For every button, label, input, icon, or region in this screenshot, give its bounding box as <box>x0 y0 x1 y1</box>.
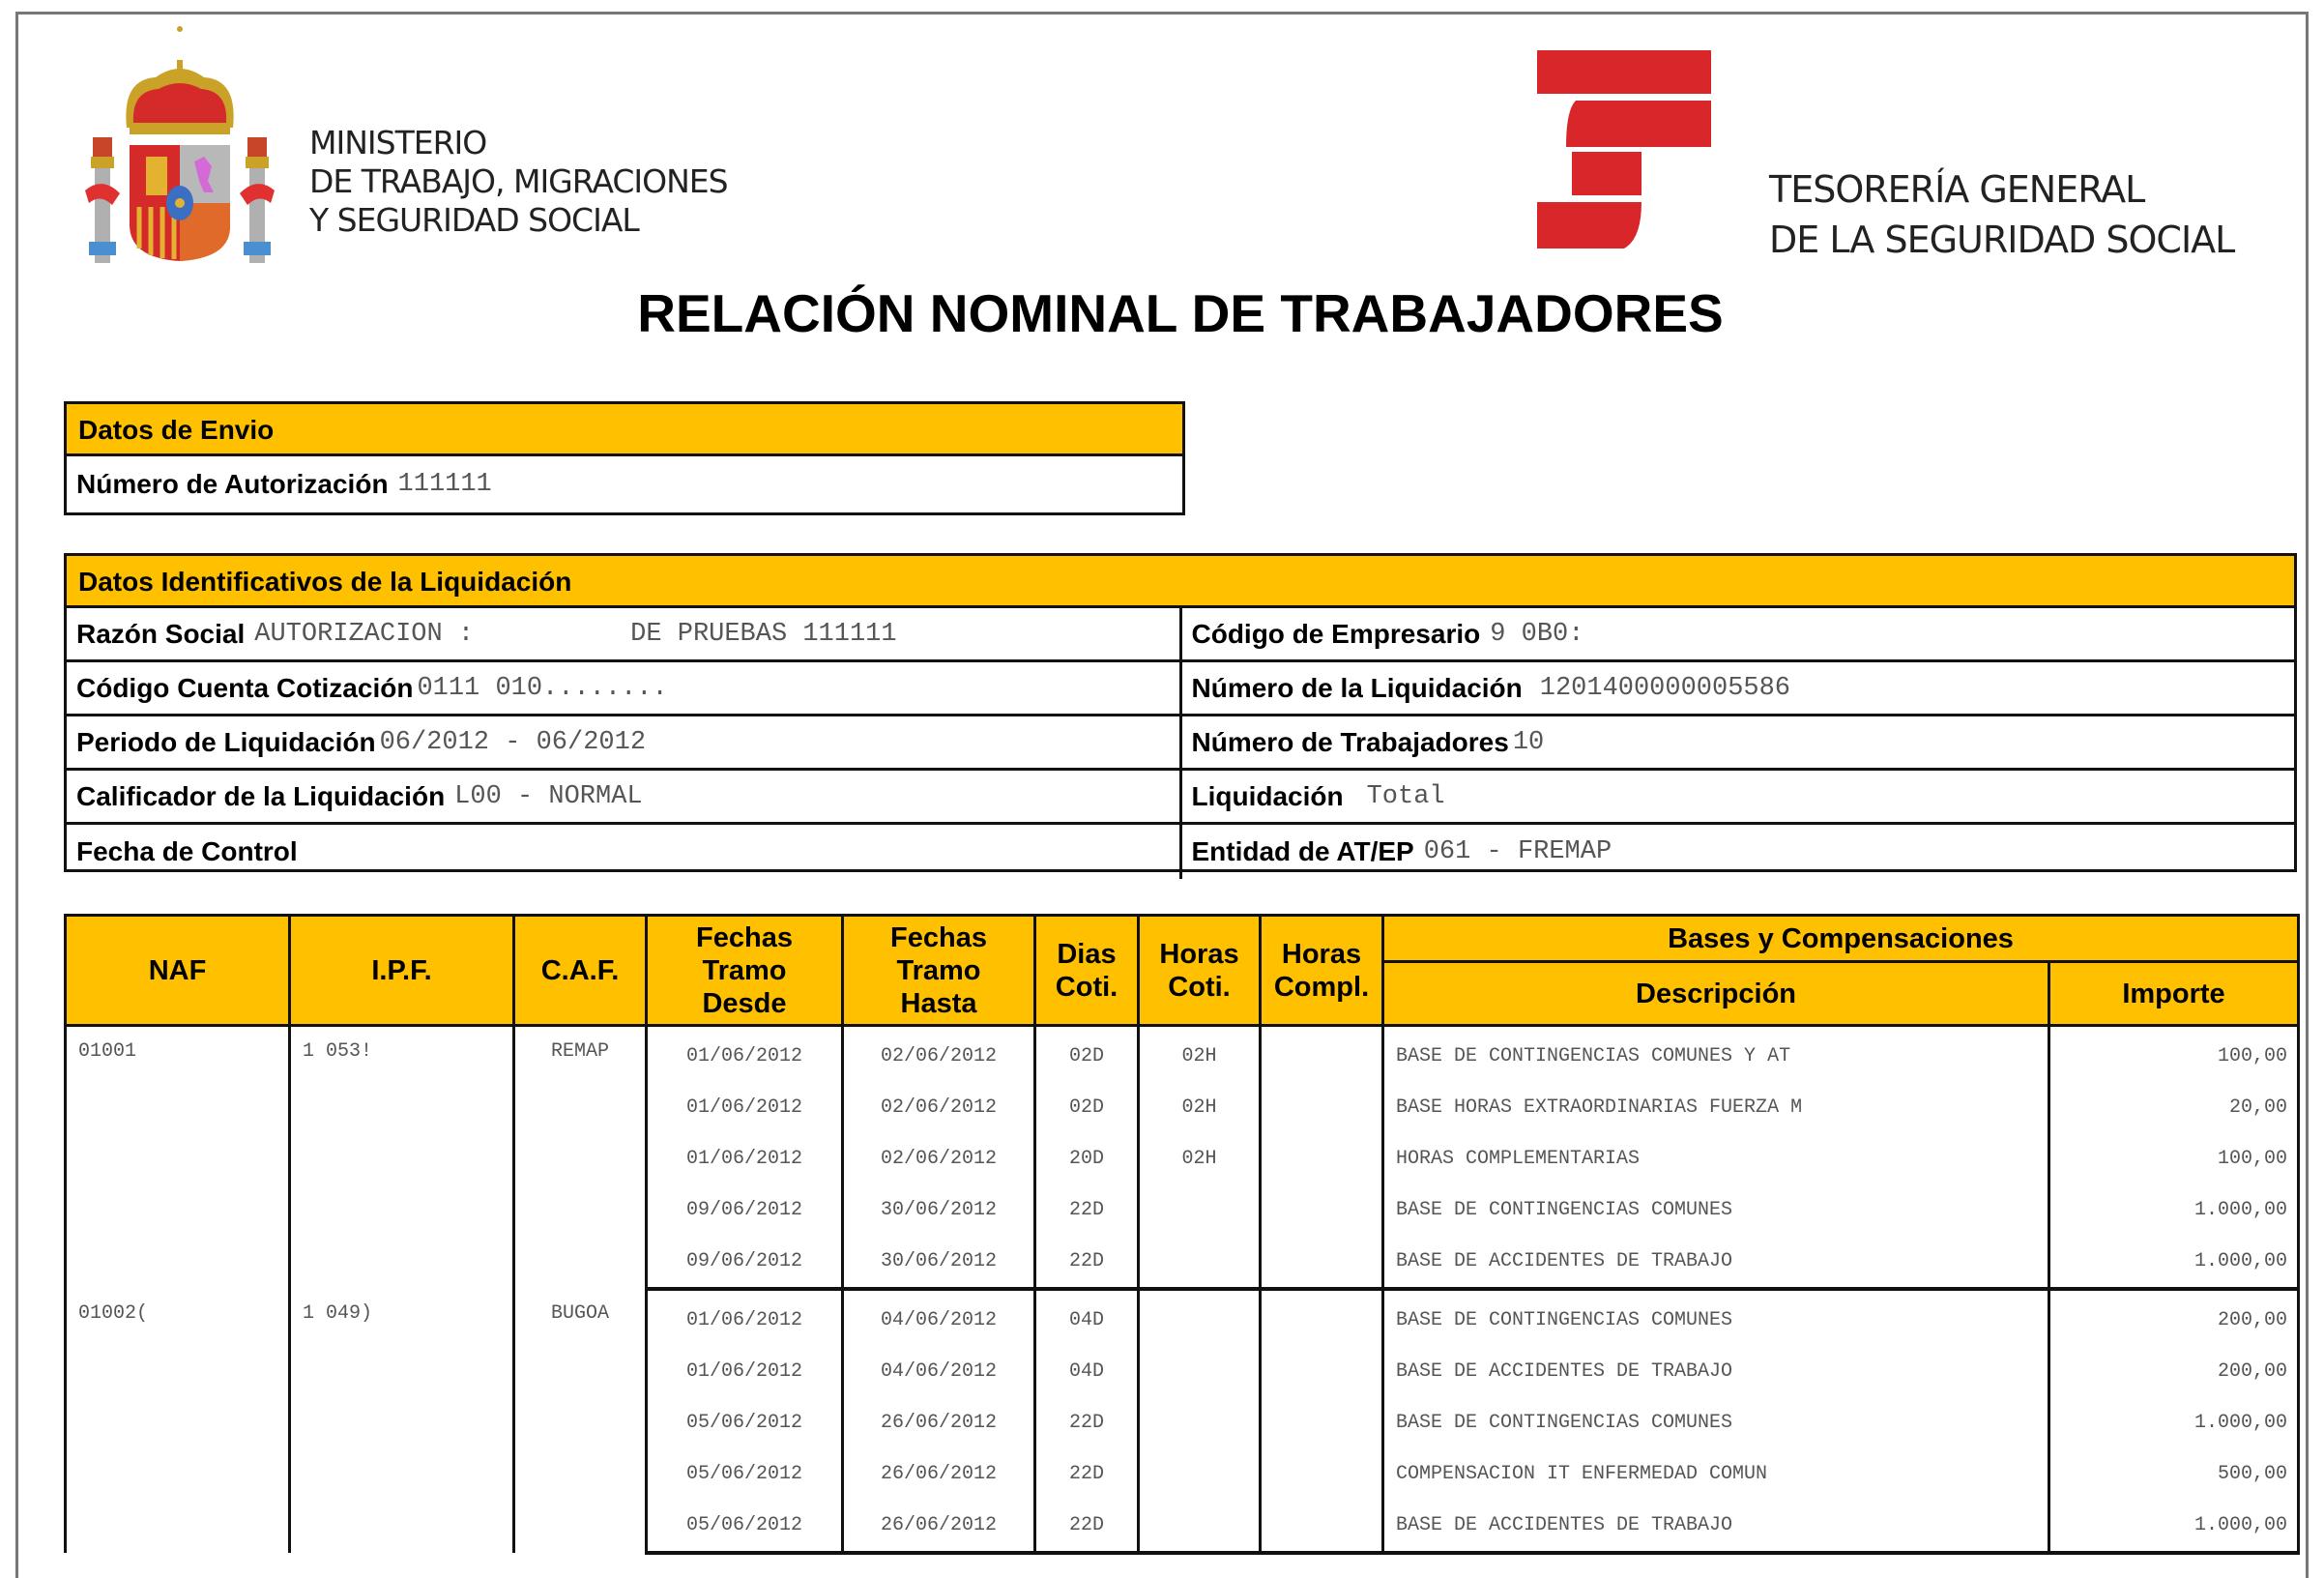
periodo-label: Periodo de Liquidación <box>76 726 376 757</box>
col-descripcion: Descripción <box>1383 962 2049 1026</box>
col-desde: Fechas Tramo Desde <box>647 916 843 1026</box>
numero-trabajadores-value: 10 <box>1512 727 1545 757</box>
numero-liquidacion-label: Número de la Liquidación <box>1191 672 1523 703</box>
razon-social-value: AUTORIZACION : DE PRUEBAS 111111 <box>254 619 897 649</box>
hasta-cell: 26/06/2012 <box>843 1500 1035 1553</box>
compl-cell <box>1261 1289 1383 1346</box>
naf-cell: 01002( <box>66 1289 290 1553</box>
liquidacion-section <box>64 553 2297 872</box>
desde-cell: 01/06/2012 <box>647 1026 843 1083</box>
tgss-line: TESORERÍA GENERAL <box>1769 168 2145 211</box>
caf-cell: BUGOA <box>514 1289 647 1553</box>
naf-cell: 01001 <box>66 1026 290 1290</box>
hasta-cell: 30/06/2012 <box>843 1184 1035 1236</box>
col-bases: Bases y Compensaciones <box>1383 916 2299 962</box>
ministry-name <box>309 124 728 240</box>
dias-cell: 02D <box>1035 1026 1139 1083</box>
descripcion-cell: COMPENSACION IT ENFERMEDAD COMUN <box>1383 1448 2049 1500</box>
compl-cell <box>1261 1184 1383 1236</box>
hasta-cell: 02/06/2012 <box>843 1026 1035 1083</box>
importe-cell: 100,00 <box>2049 1133 2299 1184</box>
compl-cell <box>1261 1236 1383 1289</box>
autorizacion-value: 111111 <box>397 470 492 499</box>
hasta-cell: 04/06/2012 <box>843 1289 1035 1346</box>
compl-cell <box>1261 1082 1383 1133</box>
dias-cell: 22D <box>1035 1236 1139 1289</box>
liquidacion-tipo-label: Liquidación <box>1191 780 1344 811</box>
desde-cell: 01/06/2012 <box>647 1133 843 1184</box>
importe-cell: 1.000,00 <box>2049 1397 2299 1448</box>
numero-trabajadores-label: Número de Trabajadores <box>1191 726 1509 757</box>
compl-cell <box>1261 1133 1383 1184</box>
importe-cell: 500,00 <box>2049 1448 2299 1500</box>
table-row <box>66 1289 2299 1346</box>
col-ipf: I.P.F. <box>290 916 514 1026</box>
col-hasta: Fechas Tramo Hasta <box>843 916 1035 1026</box>
ipf-cell: 1 049) <box>290 1289 514 1553</box>
tgss-logo-icon <box>1537 50 1711 248</box>
horas-cell <box>1139 1289 1261 1346</box>
col-compl: Horas Compl. <box>1261 916 1383 1026</box>
codigo-empresario-value: 9 0B0: <box>1490 619 1584 649</box>
ccc-label: Código Cuenta Cotización <box>76 672 414 703</box>
calificador-label: Calificador de la Liquidación <box>76 780 446 811</box>
compl-cell <box>1261 1500 1383 1553</box>
compl-cell <box>1261 1397 1383 1448</box>
liquidacion-header: Datos Identificativos de la Liquidación <box>67 556 2294 608</box>
dias-cell: 22D <box>1035 1500 1139 1553</box>
descripcion-cell: HORAS COMPLEMENTARIAS <box>1383 1133 2049 1184</box>
descripcion-cell: BASE DE CONTINGENCIAS COMUNES <box>1383 1397 2049 1448</box>
numero-liquidacion-value: 1201400000005586 <box>1539 673 1791 703</box>
horas-cell <box>1139 1500 1261 1553</box>
tgss-name <box>1769 164 2234 265</box>
horas-cell: 02H <box>1139 1133 1261 1184</box>
ministry-line: MINISTERIO <box>309 124 487 161</box>
codigo-empresario-label: Código de Empresario <box>1191 618 1481 649</box>
desde-cell: 09/06/2012 <box>647 1236 843 1289</box>
descripcion-cell: BASE DE ACCIDENTES DE TRABAJO <box>1383 1346 2049 1397</box>
horas-cell <box>1139 1397 1261 1448</box>
dias-cell: 22D <box>1035 1184 1139 1236</box>
descripcion-cell: BASE DE ACCIDENTES DE TRABAJO <box>1383 1500 2049 1553</box>
compl-cell <box>1261 1346 1383 1397</box>
importe-cell: 100,00 <box>2049 1026 2299 1083</box>
descripcion-cell: BASE DE CONTINGENCIAS COMUNES <box>1383 1184 2049 1236</box>
razon-social-label: Razón Social <box>76 618 246 649</box>
descripcion-cell: BASE HORAS EXTRAORDINARIAS FUERZA M <box>1383 1082 2049 1133</box>
desde-cell: 09/06/2012 <box>647 1184 843 1236</box>
calificador-value: L00 - NORMAL <box>454 781 643 811</box>
desde-cell: 05/06/2012 <box>647 1448 843 1500</box>
liquidacion-tipo-value: Total <box>1366 781 1445 811</box>
hasta-cell: 30/06/2012 <box>843 1236 1035 1289</box>
horas-cell <box>1139 1236 1261 1289</box>
hasta-cell: 02/06/2012 <box>843 1082 1035 1133</box>
dias-cell: 02D <box>1035 1082 1139 1133</box>
importe-cell: 20,00 <box>2049 1082 2299 1133</box>
tgss-line: DE LA SEGURIDAD SOCIAL <box>1769 219 2235 261</box>
dias-cell: 04D <box>1035 1289 1139 1346</box>
ministry-line: DE TRABAJO, MIGRACIONES <box>309 162 728 200</box>
page-title: RELACIÓN NOMINAL DE TRABAJADORES <box>637 283 1724 343</box>
dias-cell: 04D <box>1035 1346 1139 1397</box>
col-naf: NAF <box>66 916 290 1026</box>
compl-cell <box>1261 1448 1383 1500</box>
ministry-line: Y SEGURIDAD SOCIAL <box>309 201 639 239</box>
desde-cell: 05/06/2012 <box>647 1500 843 1553</box>
desde-cell: 01/06/2012 <box>647 1082 843 1133</box>
caf-cell: REMAP <box>514 1026 647 1290</box>
periodo-value: 06/2012 - 06/2012 <box>379 727 647 757</box>
importe-cell: 1.000,00 <box>2049 1500 2299 1553</box>
entidad-atep-label: Entidad de AT/EP <box>1191 836 1414 866</box>
horas-cell <box>1139 1448 1261 1500</box>
hasta-cell: 04/06/2012 <box>843 1346 1035 1397</box>
compl-cell <box>1261 1026 1383 1083</box>
hasta-cell: 02/06/2012 <box>843 1133 1035 1184</box>
ipf-cell: 1 053! <box>290 1026 514 1290</box>
horas-cell: 02H <box>1139 1082 1261 1133</box>
descripcion-cell: BASE DE ACCIDENTES DE TRABAJO <box>1383 1236 2049 1289</box>
hasta-cell: 26/06/2012 <box>843 1397 1035 1448</box>
importe-cell: 1.000,00 <box>2049 1184 2299 1236</box>
col-horas: Horas Coti. <box>1139 916 1261 1026</box>
descripcion-cell: BASE DE CONTINGENCIAS COMUNES <box>1383 1289 2049 1346</box>
importe-cell: 200,00 <box>2049 1289 2299 1346</box>
importe-cell: 200,00 <box>2049 1346 2299 1397</box>
envio-header: Datos de Envio <box>67 404 1182 456</box>
autorizacion-label: Número de Autorización <box>76 469 389 499</box>
envio-section <box>64 401 1185 515</box>
horas-cell <box>1139 1346 1261 1397</box>
ccc-value: 0111 010........ <box>417 673 668 703</box>
col-dias: Dias Coti. <box>1035 916 1139 1026</box>
col-caf: C.A.F. <box>514 916 647 1026</box>
importe-cell: 1.000,00 <box>2049 1236 2299 1289</box>
horas-cell: 02H <box>1139 1026 1261 1083</box>
workers-table <box>64 914 2300 1555</box>
spain-coat-of-arms-icon <box>83 21 276 263</box>
dias-cell: 22D <box>1035 1397 1139 1448</box>
col-importe: Importe <box>2049 962 2299 1026</box>
workers-table-body <box>66 1026 2299 1554</box>
desde-cell: 01/06/2012 <box>647 1289 843 1346</box>
hasta-cell: 26/06/2012 <box>843 1448 1035 1500</box>
fecha-control-label: Fecha de Control <box>76 836 298 866</box>
horas-cell <box>1139 1184 1261 1236</box>
entidad-atep-value: 061 - FREMAP <box>1423 837 1612 866</box>
desde-cell: 01/06/2012 <box>647 1346 843 1397</box>
dias-cell: 22D <box>1035 1448 1139 1500</box>
desde-cell: 05/06/2012 <box>647 1397 843 1448</box>
dias-cell: 20D <box>1035 1133 1139 1184</box>
descripcion-cell: BASE DE CONTINGENCIAS COMUNES Y AT <box>1383 1026 2049 1083</box>
table-row <box>66 1026 2299 1083</box>
